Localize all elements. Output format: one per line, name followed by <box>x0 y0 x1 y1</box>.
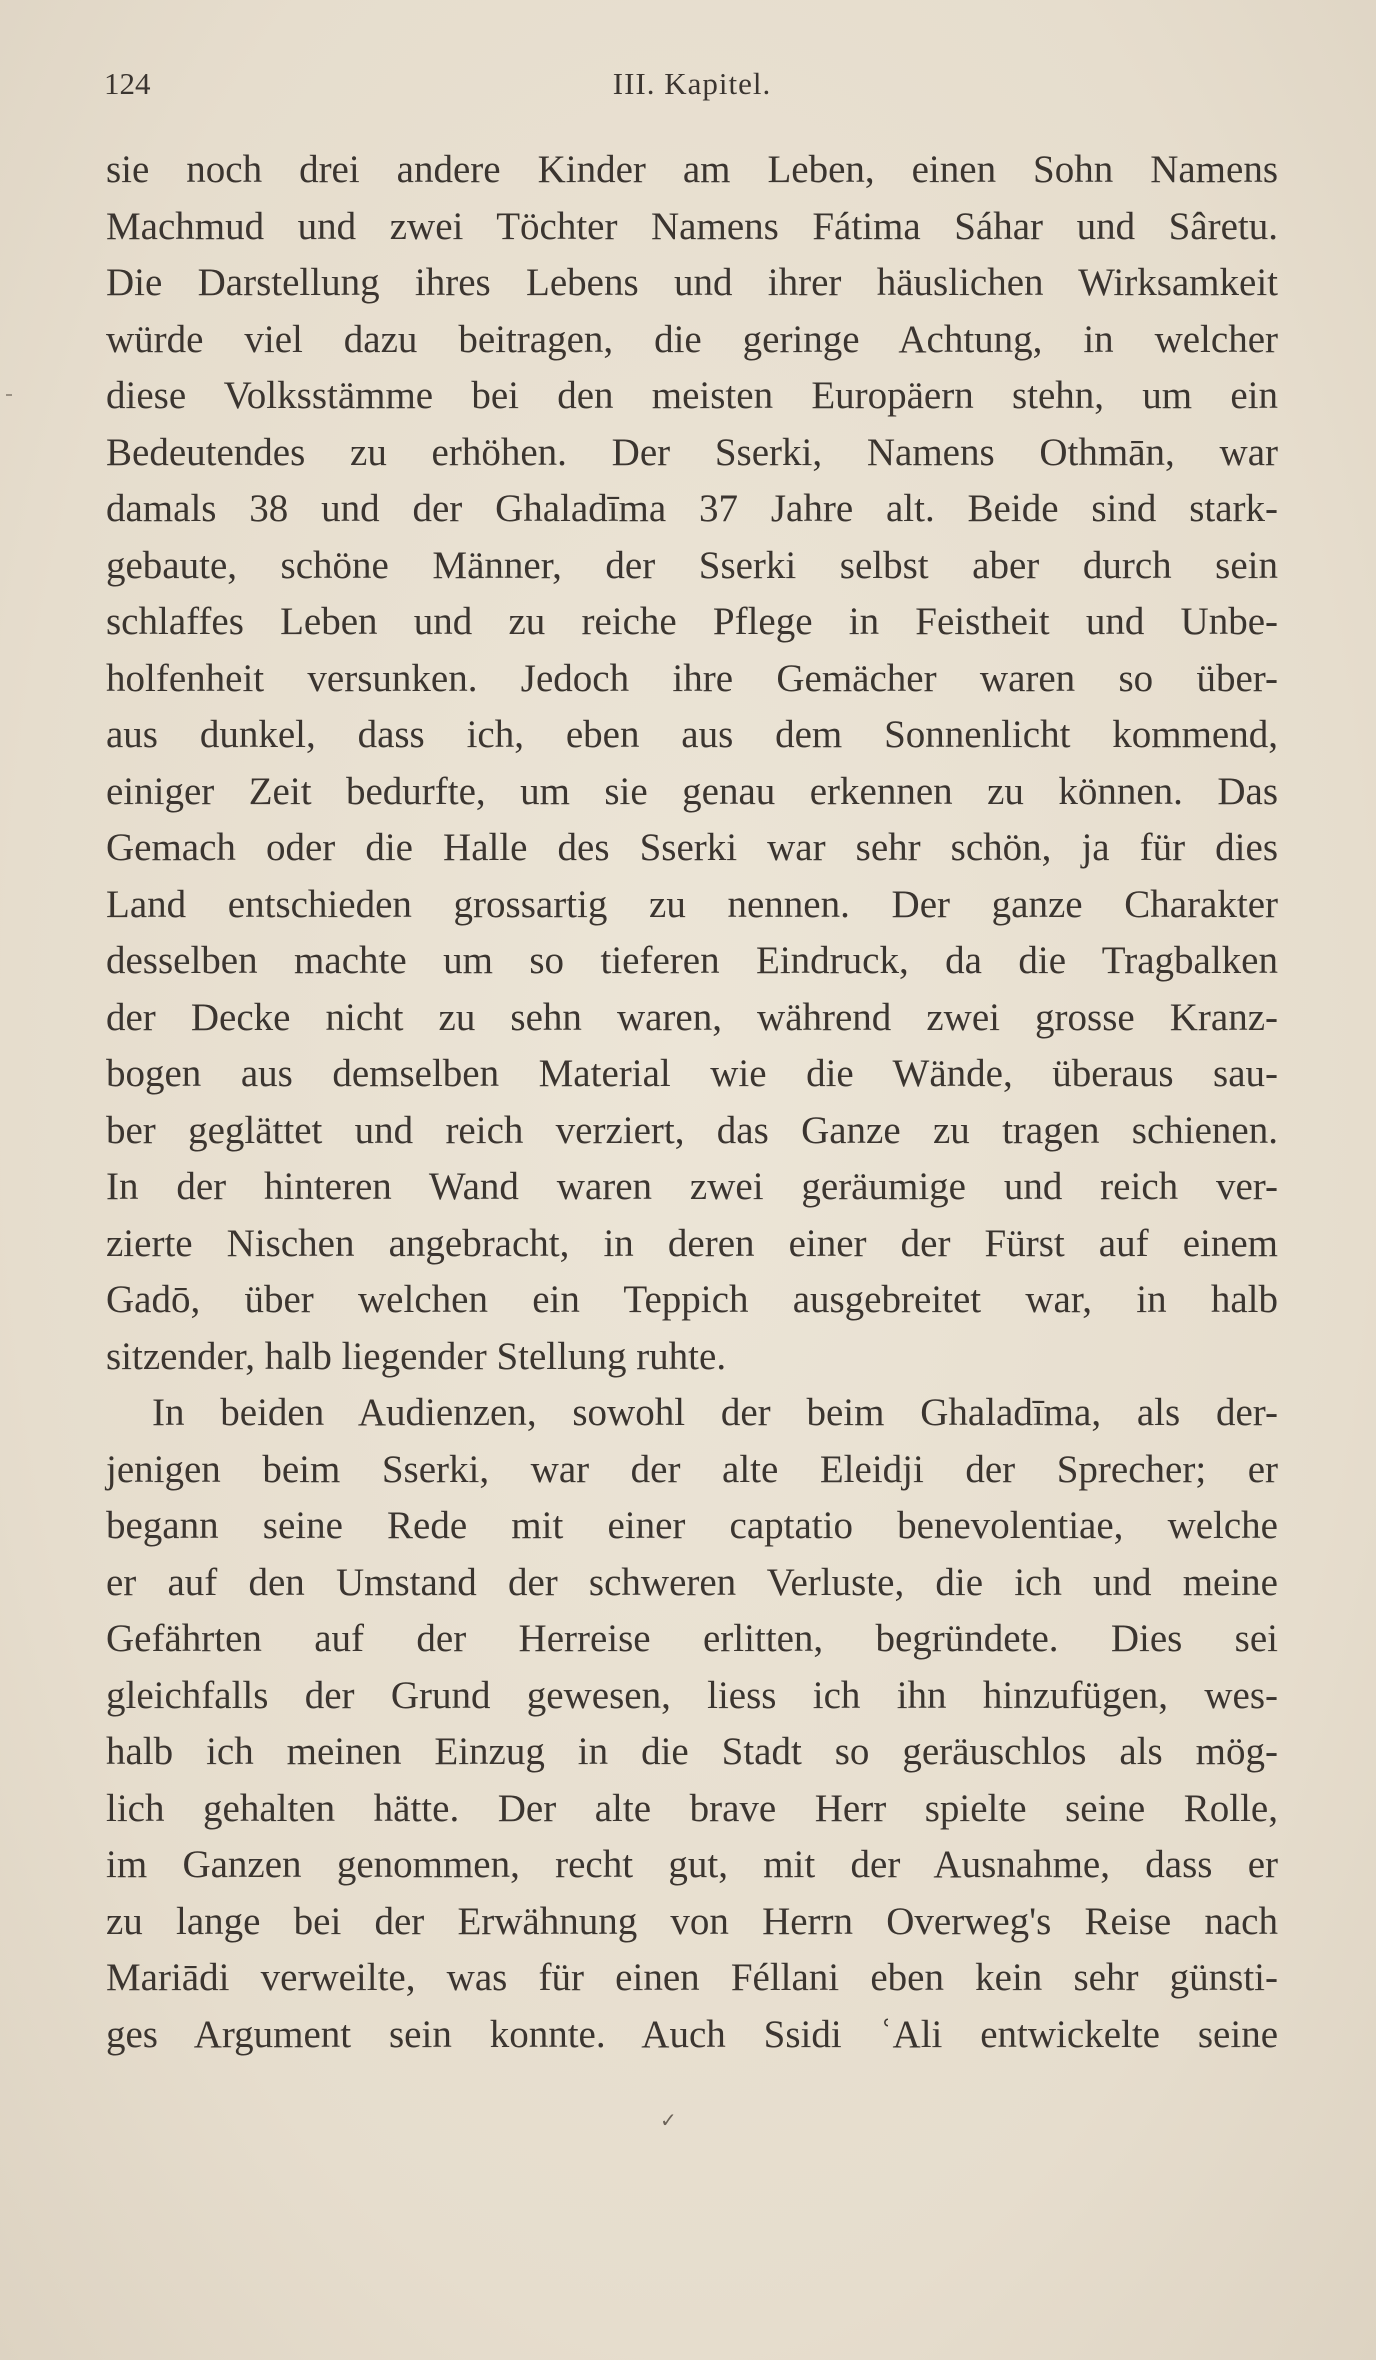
text-line: gebaute, schöne Männer, der Sserki selbst aber durch sein <box>106 543 1278 587</box>
text-line: Bedeutendes zu erhöhen. Der Sserki, Namens Othmān, war <box>106 430 1278 474</box>
text-line: er auf den Umstand der schweren Verluste, die ich und meine <box>106 1560 1278 1604</box>
text-line: aus dunkel, dass ich, eben aus dem Sonnenlicht kommend, <box>106 713 1278 756</box>
text-line: Die Darstellung ihres Lebens und ihrer häuslichen Wirksamkeit <box>106 261 1278 304</box>
running-title: III. Kapitel. <box>612 66 772 101</box>
text-line: würde viel dazu beitragen, die geringe Achtung, in welcher <box>106 317 1278 361</box>
text-line: sie noch drei andere Kinder am Leben, einen Sohn Namens <box>106 148 1278 191</box>
text-line: gleichfalls der Grund gewesen, liess ich ihn hinzufügen, wes- <box>106 1673 1278 1717</box>
text-line: halb ich meinen Einzug in die Stadt so geräuschlos als mög- <box>106 1730 1278 1773</box>
text-line: Mariādi verweilte, was für einen Féllani eben kein sehr günsti- <box>106 1956 1278 1999</box>
text-line: zu lange bei der Erwähnung von Herrn Overweg's Reise nach <box>106 1899 1278 1943</box>
text-line: zierte Nischen angebracht, in deren einer der Fürst auf einem <box>106 1221 1278 1265</box>
text-line: In der hinteren Wand waren zwei geräumige und reich ver- <box>106 1165 1278 1208</box>
text-line: der Decke nicht zu sehn waren, während zwei grosse Kranz- <box>106 995 1278 1039</box>
text-line: diese Volksstämme bei den meisten Europäern stehn, um ein <box>106 374 1278 417</box>
text-line: Gefährten auf der Herreise erlitten, begründete. Dies sei <box>106 1617 1278 1660</box>
footer-mark: ✓ <box>660 2108 677 2132</box>
text-line: Gemach oder die Halle des Sserki war sehr schön, ja für dies <box>106 826 1278 869</box>
margin-speck <box>6 394 12 396</box>
body-text <box>106 142 1278 2063</box>
text-line: lich gehalten hätte. Der alte brave Herr spielte seine Rolle, <box>106 1786 1278 1830</box>
page-number: 124 <box>104 66 151 101</box>
text-line: Land entschieden grossartig zu nennen. Der ganze Charakter <box>106 882 1278 926</box>
page-header <box>104 66 1280 110</box>
text-line: damals 38 und der Ghaladīma 37 Jahre alt. Beide sind stark- <box>106 487 1278 530</box>
text-line: ges Argument sein konnte. Auch Ssidi ʿAli entwickelte seine <box>106 2012 1278 2056</box>
text-line: bogen aus demselben Material wie die Wände, überaus sau- <box>106 1052 1278 1095</box>
text-line: schlaffes Leben und zu reiche Pflege in Feistheit und Unbe- <box>106 600 1278 643</box>
text-line: desselben machte um so tieferen Eindruck, da die Tragbalken <box>106 939 1278 982</box>
text-line: einiger Zeit bedurfte, um sie genau erkennen zu können. Das <box>106 769 1278 813</box>
paragraph-end-line: sitzender, halb liegender Stellung ruhte. <box>106 1334 727 1378</box>
text-line: ber geglättet und reich verziert, das Ganze zu tragen schienen. <box>106 1108 1278 1152</box>
text-line: begann seine Rede mit einer captatio benevolentiae, welche <box>106 1504 1278 1547</box>
text-line: jenigen beim Sserki, war der alte Eleidji der Sprecher; er <box>106 1447 1278 1491</box>
text-line: Gadō, über welchen ein Teppich ausgebreitet war, in halb <box>106 1278 1278 1321</box>
text-line: Machmud und zwei Töchter Namens Fátima Sáhar und Sâretu. <box>106 204 1278 248</box>
text-line: holfenheit versunken. Jedoch ihre Gemächer waren so über- <box>106 656 1278 700</box>
text-line: im Ganzen genommen, recht gut, mit der Ausnahme, dass er <box>106 1843 1278 1886</box>
paragraph-start-line: In beiden Audienzen, sowohl der beim Ghaladīma, als der- <box>152 1391 1278 1434</box>
